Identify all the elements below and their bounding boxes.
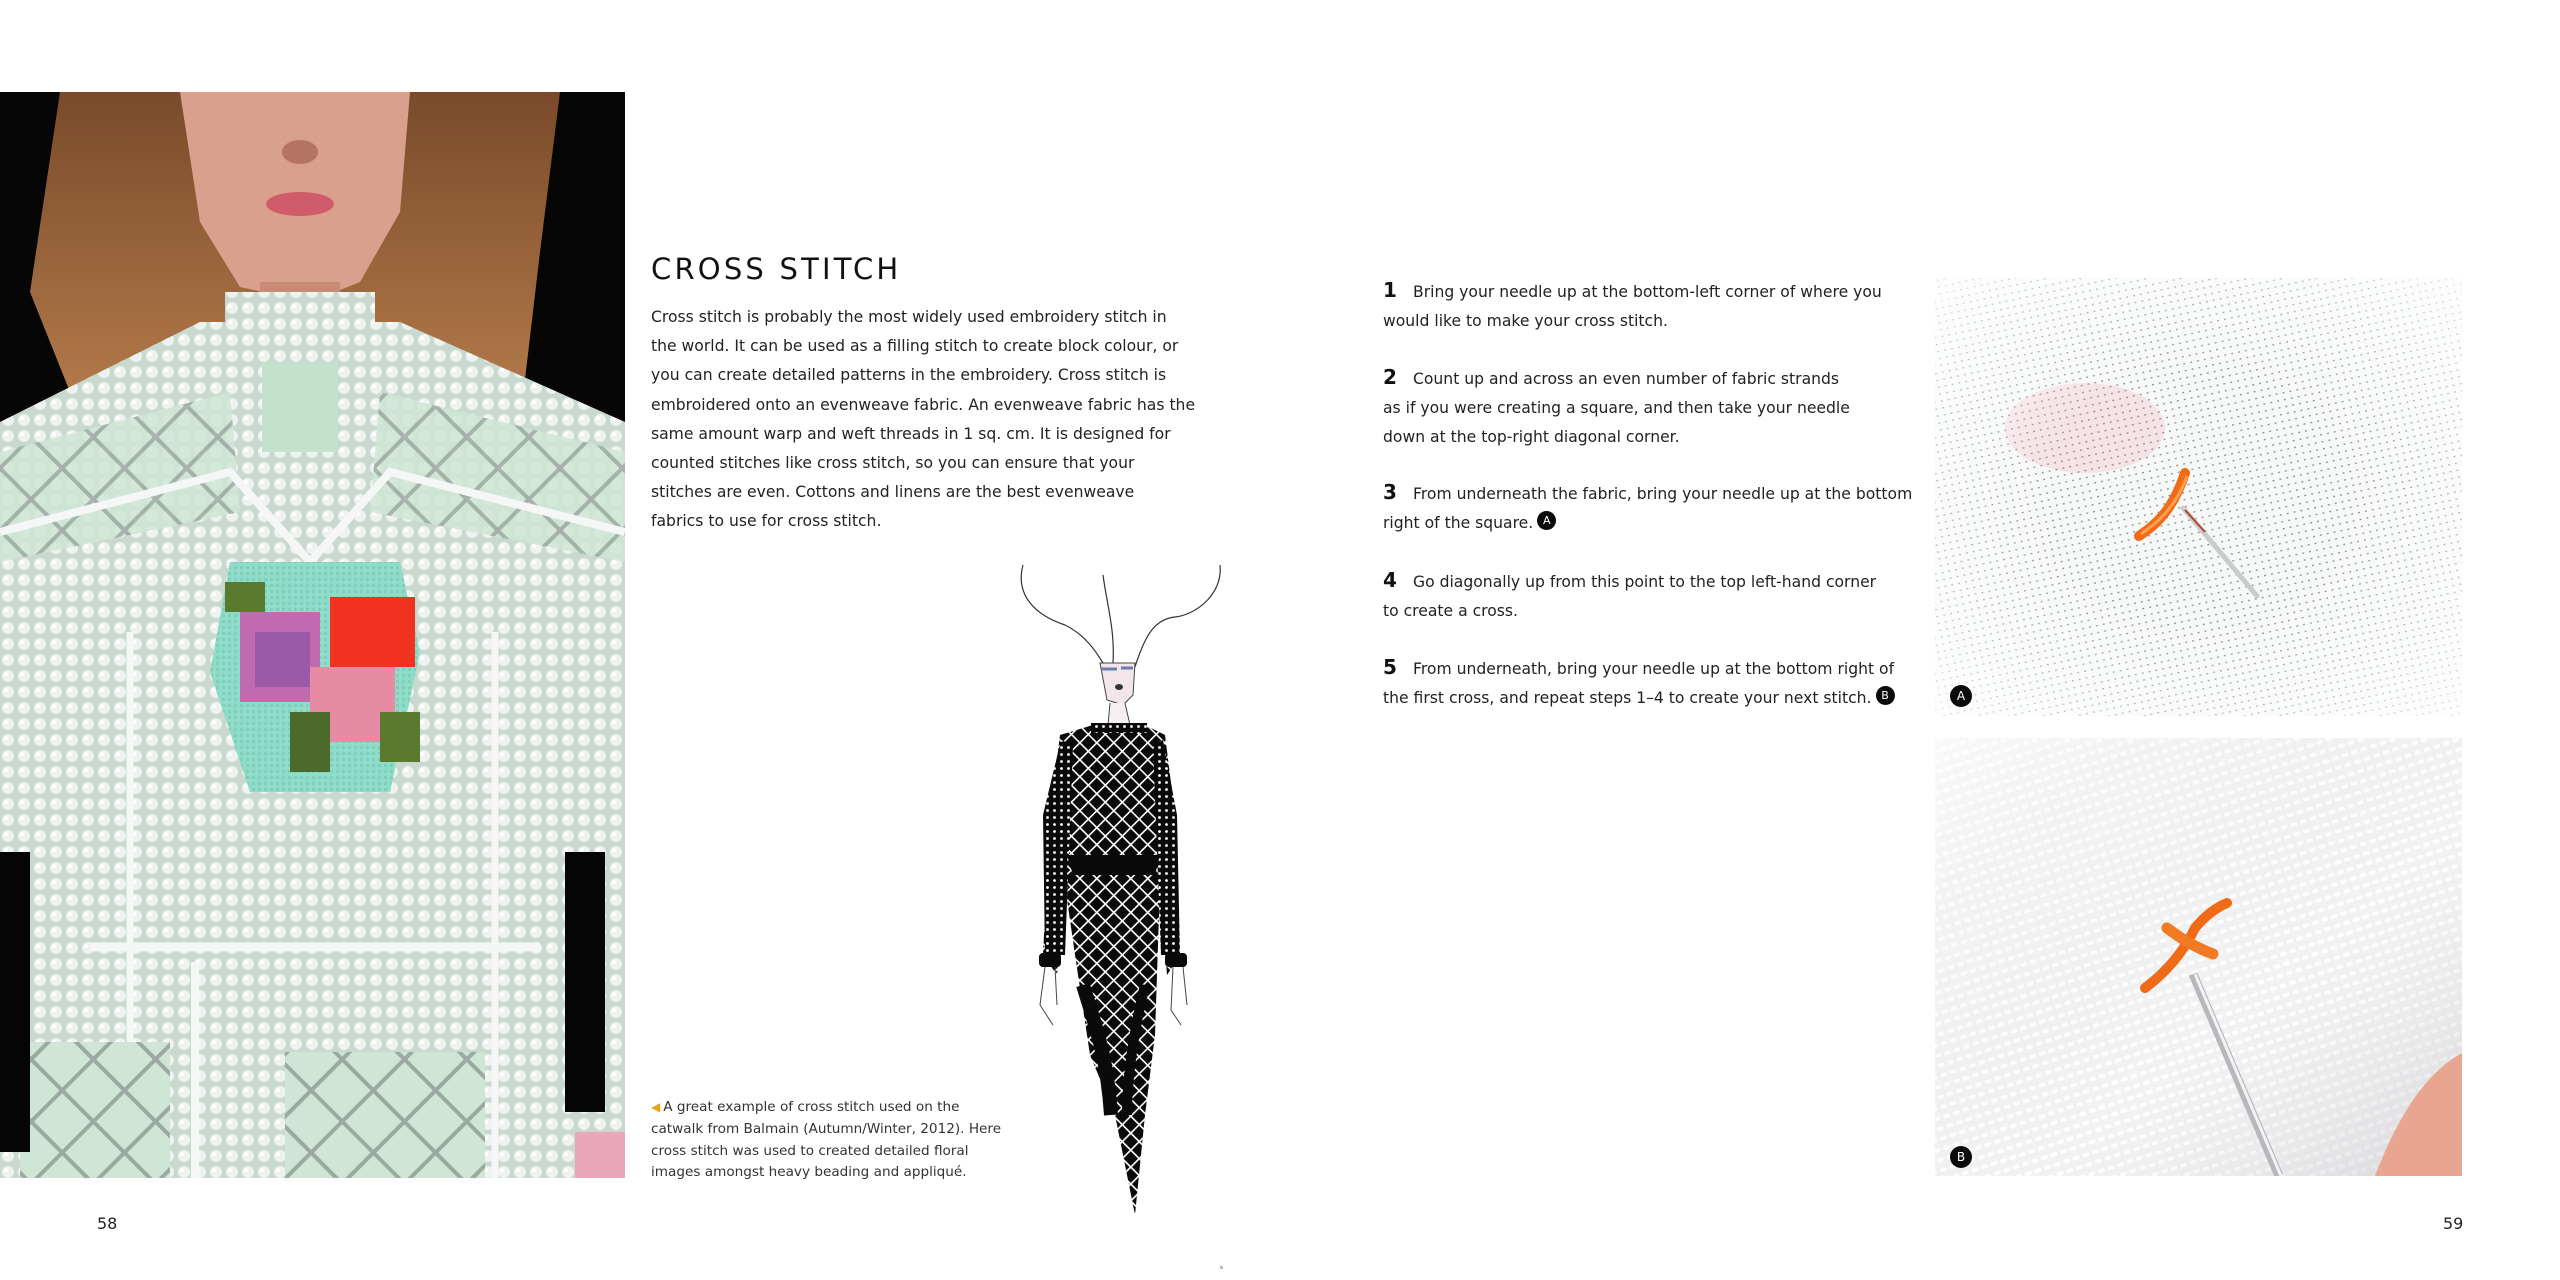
figure-badge-a: A: [1537, 511, 1556, 530]
section-title: CROSS STITCH: [651, 252, 902, 286]
photo-caption: [651, 1097, 1001, 1184]
runway-photo: [0, 92, 625, 1178]
step-first-line: [1383, 363, 1923, 394]
step-text: From underneath, bring your needle up at the bottom right of: [1413, 660, 1895, 678]
step-3: [1383, 478, 1923, 538]
page-number-right: 59: [2443, 1214, 2464, 1233]
fashion-sketch: [995, 555, 1225, 1230]
step-first-line: [1383, 566, 1923, 597]
intro-line: Cross stitch is probably the most widely used embroidery stitch in: [651, 308, 1167, 326]
step-1: [1383, 276, 1923, 336]
caption-line: [651, 1097, 1001, 1119]
page-number-left: 58: [97, 1214, 118, 1233]
step-number: 4: [1383, 568, 1397, 592]
caption-line: cross stitch was used to created detailed floral: [651, 1142, 969, 1159]
step-4: [1383, 566, 1923, 626]
left-pointing-triangle-icon: ◀: [651, 1100, 661, 1114]
intro-line: fabrics to use for cross stitch.: [651, 512, 882, 531]
caption-text: A great example of cross stitch used on the: [663, 1099, 960, 1115]
step-first-line: [1383, 653, 1923, 684]
step-first-line: [1383, 478, 1923, 509]
figure-badge-b: B: [1950, 1146, 1972, 1168]
intro-line: you can create detailed patterns in the embroidery. Cross stitch is: [651, 366, 1167, 385]
step-text: Bring your needle up at the bottom-left corner of where you: [1413, 283, 1882, 301]
step-line: as if you were creating a square, and then take your needle: [1383, 399, 1850, 417]
step-first-line: [1383, 276, 1923, 307]
step-line: [1383, 509, 1923, 538]
step-photo-b: [1935, 738, 2462, 1176]
intro-line: stitches are even. Cottons and linens are the best evenweave: [651, 483, 1135, 502]
step-photo-a: [1935, 278, 2462, 716]
intro-line: embroidered onto an evenweave fabric. An evenweave fabric has the: [651, 395, 1196, 414]
caption-line: images amongst heavy beading and appliqué.: [651, 1164, 967, 1181]
intro-line: the world. It can be used as a filling stitch to create block colour, or: [651, 337, 1179, 356]
step-2: [1383, 363, 1923, 452]
step-number: 2: [1383, 365, 1397, 389]
step-number: 5: [1383, 655, 1397, 679]
step-line: down at the top-right diagonal corner.: [1383, 428, 1680, 446]
figure-badge-b: B: [1876, 686, 1895, 705]
step-line: to create a cross.: [1383, 602, 1518, 620]
intro-paragraph: [651, 303, 1196, 537]
step-text: right of the square.: [1383, 514, 1534, 532]
intro-line: counted stitches like cross stitch, so you can ensure that your: [651, 454, 1135, 473]
step-5: [1383, 653, 1923, 713]
figure-badge-a: A: [1950, 685, 1972, 707]
step-text: From underneath the fabric, bring your needle up at the bottom: [1413, 485, 1913, 503]
step-line: would like to make your cross stitch.: [1383, 312, 1668, 330]
intro-line: same amount warp and weft threads in 1 sq. cm. It is designed for: [651, 424, 1171, 443]
step-text: the first cross, and repeat steps 1–4 to create your next stitch.: [1383, 689, 1872, 707]
step-number: 1: [1383, 278, 1397, 302]
step-text: Go diagonally up from this point to the top left-hand corner: [1413, 573, 1877, 591]
step-text: Count up and across an even number of fabric strands: [1413, 370, 1840, 388]
step-line: [1383, 684, 1923, 713]
caption-line: catwalk from Balmain (Autumn/Winter, 2012). Here: [651, 1120, 1002, 1137]
gutter-mark: [1220, 1266, 1223, 1269]
step-number: 3: [1383, 480, 1397, 504]
